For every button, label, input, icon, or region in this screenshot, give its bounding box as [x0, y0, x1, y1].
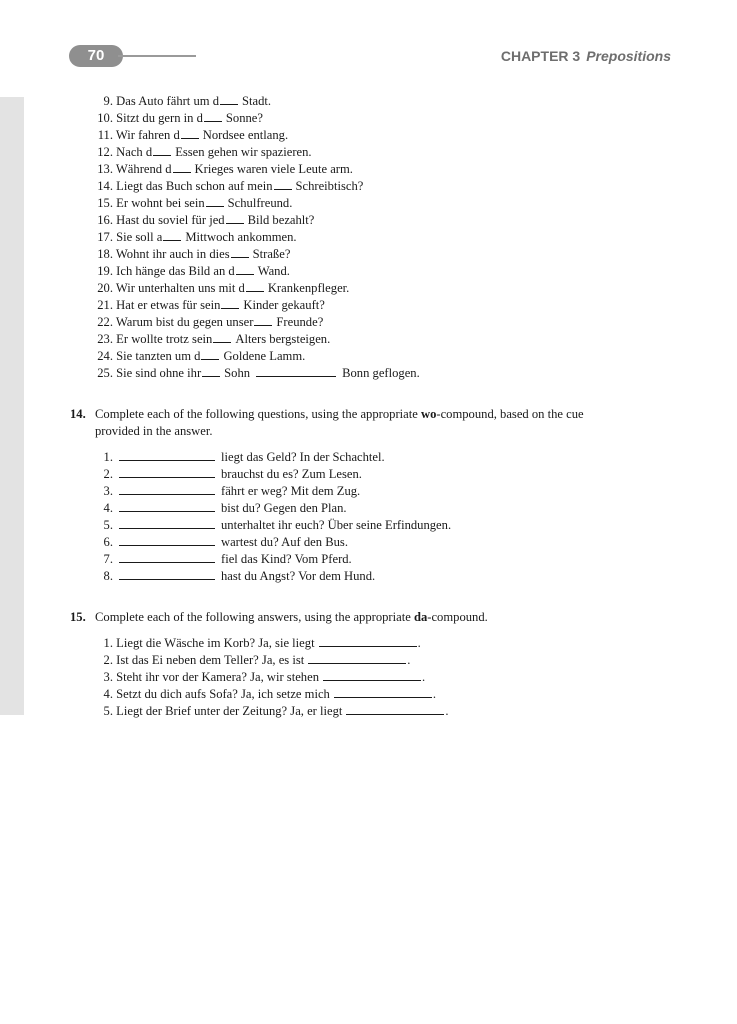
item-number: 4. — [103, 501, 113, 515]
exercise-item — [94, 365, 420, 382]
item-number: 9. — [103, 94, 113, 108]
item-number: 20. — [97, 281, 113, 295]
instruction-text: Complete each of the following questions, using the appropriate — [95, 407, 421, 421]
item-text-before: Er wollte trotz sein — [116, 332, 213, 346]
answer-blank[interactable] — [119, 451, 215, 461]
item-number: 3. — [103, 484, 113, 498]
item-text: Liegt die Wäsche im Korb? Ja, sie liegt — [116, 636, 315, 650]
answer-blank[interactable] — [274, 180, 292, 190]
item-text: wartest du? Auf den Bus. — [221, 535, 348, 549]
item-text-after: Goldene Lamm. — [223, 349, 306, 363]
answer-blank[interactable] — [346, 705, 444, 715]
item-text-before: Nach d — [116, 145, 153, 159]
answer-blank[interactable] — [221, 299, 239, 309]
item-text-after: Kinder gekauft? — [243, 298, 325, 312]
item-text: Setzt du dich aufs Sofa? Ja, ich setze mich — [116, 687, 330, 701]
exercise-item — [94, 534, 451, 551]
item-text: Ist das Ei neben dem Teller? Ja, es ist — [116, 653, 305, 667]
exercise-item — [94, 517, 451, 534]
item-text: fiel das Kind? Vom Pferd. — [221, 552, 352, 566]
answer-blank[interactable] — [256, 367, 336, 377]
item-end: . — [417, 636, 421, 650]
exercise-item — [94, 110, 420, 127]
item-number: 1. — [103, 450, 113, 464]
item-number: 24. — [97, 349, 113, 363]
item-text-after: Schulfreund. — [227, 196, 293, 210]
answer-blank[interactable] — [334, 688, 432, 698]
item-number: 4. — [103, 687, 113, 701]
item-number: 19. — [97, 264, 113, 278]
item-text: brauchst du es? Zum Lesen. — [221, 467, 362, 481]
page-number-badge: 70 — [69, 45, 123, 67]
exercise-item — [94, 652, 449, 669]
exercise-item — [94, 161, 420, 178]
instruction-text: -compound. — [427, 610, 488, 624]
exercise-item — [94, 500, 451, 517]
answer-blank[interactable] — [202, 367, 220, 377]
answer-blank[interactable] — [119, 485, 215, 495]
item-number: 8. — [103, 569, 113, 583]
item-text: liegt das Geld? In der Schachtel. — [221, 450, 385, 464]
answer-blank[interactable] — [201, 350, 219, 360]
exercise-item — [94, 144, 420, 161]
answer-blank[interactable] — [119, 519, 215, 529]
chapter-title: Prepositions — [586, 48, 671, 64]
item-number: 14. — [97, 179, 113, 193]
item-number: 2. — [103, 467, 113, 481]
instruction-keyword: da — [413, 610, 428, 624]
item-number: 16. — [97, 213, 113, 227]
item-number: 5. — [103, 704, 113, 718]
item-end: . — [432, 687, 436, 701]
item-number: 5. — [103, 518, 113, 532]
item-text: unterhaltet ihr euch? Über seine Erfindungen. — [221, 518, 452, 532]
item-number: 15. — [97, 196, 113, 210]
item-text: bist du? Gegen den Plan. — [221, 501, 347, 515]
item-text-after: Mittwoch ankommen. — [185, 230, 297, 244]
item-end: . — [445, 704, 449, 718]
exercise-item — [94, 263, 420, 280]
item-number: 1. — [103, 636, 113, 650]
item-text-before: Hast du soviel für jed — [116, 213, 225, 227]
exercise-number: 15. — [70, 610, 86, 624]
answer-blank[interactable] — [319, 637, 417, 647]
chapter-heading — [501, 48, 671, 64]
item-text-after: Schreibtisch? — [295, 179, 364, 193]
item-number: 21. — [97, 298, 113, 312]
answer-blank[interactable] — [181, 129, 199, 139]
item-number: 22. — [97, 315, 113, 329]
exercise-number: 14. — [70, 407, 86, 421]
item-text-before: Das Auto fährt um d — [116, 94, 219, 108]
answer-blank[interactable] — [236, 265, 254, 275]
answer-blank[interactable] — [254, 316, 272, 326]
item-number: 17. — [97, 230, 113, 244]
answer-blank[interactable] — [173, 163, 191, 173]
item-text-before: Wohnt ihr auch in dies — [115, 247, 230, 261]
item-number: 23. — [97, 332, 113, 346]
exercise-item — [94, 195, 420, 212]
exercise-item — [94, 229, 420, 246]
answer-blank[interactable] — [213, 333, 231, 343]
item-text-after: Alters bergsteigen. — [235, 332, 331, 346]
item-number: 11. — [97, 128, 113, 142]
item-number: 6. — [103, 535, 113, 549]
item-text: Steht ihr vor der Kamera? Ja, wir stehen — [116, 670, 319, 684]
exercise-item — [94, 466, 451, 483]
margin-tab — [0, 97, 24, 715]
exercise-14-instructions — [70, 406, 676, 440]
item-text: Liegt der Brief unter der Zeitung? Ja, er liegt — [116, 704, 343, 718]
exercise-item — [94, 212, 420, 229]
exercise-15-list — [94, 635, 449, 720]
item-text-after: Freunde? — [276, 315, 324, 329]
item-text-before: Liegt das Buch schon auf mein — [116, 179, 273, 193]
exercise-13-list — [94, 93, 420, 382]
item-text-before: Sie soll a — [116, 230, 163, 244]
item-text-before: Wir unterhalten uns mit d — [115, 281, 245, 295]
answer-blank[interactable] — [308, 654, 406, 664]
answer-blank[interactable] — [220, 95, 238, 105]
exercise-item — [94, 93, 420, 110]
item-text-before: Er wohnt bei sein — [116, 196, 205, 210]
item-number: 2. — [103, 653, 113, 667]
answer-blank[interactable] — [119, 468, 215, 478]
item-text-before: Sie sind ohne ihr — [116, 366, 202, 380]
instruction-text: Complete each of the following answers, using the appropriate — [95, 610, 414, 624]
instruction-keyword: wo — [420, 407, 437, 421]
exercise-item — [94, 280, 420, 297]
answer-blank[interactable] — [226, 214, 244, 224]
exercise-item — [94, 246, 420, 263]
item-end: . — [422, 670, 426, 684]
answer-blank[interactable] — [204, 112, 222, 122]
item-text-before: Sie tanzten um d — [116, 349, 201, 363]
exercise-item — [94, 297, 420, 314]
answer-blank[interactable] — [119, 536, 215, 546]
item-text: hast du Angst? Vor dem Hund. — [221, 569, 376, 583]
header-rule — [118, 55, 196, 57]
item-text: fährt er weg? Mit dem Zug. — [221, 484, 361, 498]
item-text-middle: Sohn — [224, 366, 251, 380]
exercise-item — [94, 331, 420, 348]
answer-blank[interactable] — [119, 570, 215, 580]
item-end: . — [407, 653, 411, 667]
exercise-item — [94, 703, 449, 720]
answer-blank[interactable] — [119, 502, 215, 512]
chapter-label: CHAPTER 3 — [500, 48, 581, 64]
exercise-item — [94, 127, 420, 144]
item-text-after: Bild bezahlt? — [247, 213, 315, 227]
item-number: 13. — [97, 162, 113, 176]
exercise-item — [94, 635, 449, 652]
instruction-text: provided in the answer. — [95, 424, 213, 438]
instruction-text: -compound, based on the cue — [436, 407, 584, 421]
item-text-after: Sonne? — [225, 111, 263, 125]
exercise-15-instructions — [70, 609, 488, 626]
exercise-item — [94, 551, 451, 568]
item-number: 7. — [103, 552, 113, 566]
item-text-after: Krankenpfleger. — [267, 281, 350, 295]
item-text-after: Krieges waren viele Leute arm. — [194, 162, 353, 176]
exercise-item — [94, 449, 451, 466]
item-text-after: Wand. — [257, 264, 290, 278]
exercise-item — [94, 669, 449, 686]
answer-blank[interactable] — [206, 197, 224, 207]
item-number: 10. — [97, 111, 113, 125]
item-number: 25. — [97, 366, 113, 380]
item-text-after: Bonn geflogen. — [342, 366, 420, 380]
item-text-before: Hat er etwas für sein — [116, 298, 221, 312]
answer-blank[interactable] — [163, 231, 181, 241]
answer-blank[interactable] — [323, 671, 421, 681]
item-text-before: Warum bist du gegen unser — [115, 315, 254, 329]
answer-blank[interactable] — [246, 282, 264, 292]
item-text-after: Straße? — [252, 247, 291, 261]
item-text-before: Während d — [115, 162, 172, 176]
item-number: 3. — [103, 670, 113, 684]
exercise-item — [94, 483, 451, 500]
item-text-before: Sitzt du gern in d — [116, 111, 203, 125]
item-number: 18. — [97, 247, 113, 261]
item-text-after: Stadt. — [242, 94, 272, 108]
item-text-after: Nordsee entlang. — [202, 128, 289, 142]
answer-blank[interactable] — [153, 146, 171, 156]
answer-blank[interactable] — [231, 248, 249, 258]
answer-blank[interactable] — [119, 553, 215, 563]
exercise-item — [94, 178, 420, 195]
item-text-after: Essen gehen wir spazieren. — [175, 145, 312, 159]
exercise-14-list — [94, 449, 451, 585]
exercise-item — [94, 314, 420, 331]
exercise-item — [94, 348, 420, 365]
item-text-before: Wir fahren d — [115, 128, 180, 142]
exercise-item — [94, 568, 451, 585]
item-number: 12. — [97, 145, 113, 159]
exercise-item — [94, 686, 449, 703]
item-text-before: Ich hänge das Bild an d — [116, 264, 235, 278]
